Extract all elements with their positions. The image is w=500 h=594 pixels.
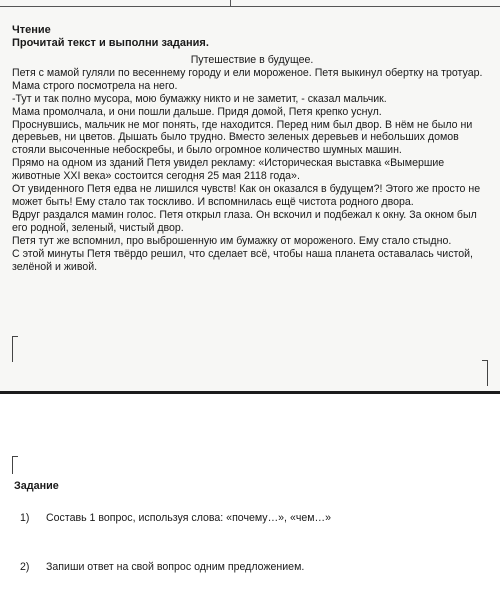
story-paragraph: Петя тут же вспомнил, про выброшенную им бумажку от мороженого. Ему стало стыдно. — [12, 234, 452, 247]
story-paragraph: С этой минуты Петя твёрдо решил, что сделает всё, чтобы наша планета оставалась чистой, зелёной и живой. — [12, 247, 473, 273]
instruction-heading: Прочитай текст и выполни задания. — [12, 37, 209, 49]
table-border-top — [0, 6, 500, 7]
task-title: Задание — [14, 480, 59, 492]
reading-block — [12, 24, 492, 273]
task-text: Составь 1 вопрос, используя слова: «почему…», «чем…» — [46, 512, 332, 524]
story-paragraph: Петя с мамой гуляли по весеннему городу и ели мороженое. Петя выкинул обертку на тротуар. Мама строго посмотрела на него. — [12, 66, 483, 92]
task-number: 2) — [20, 561, 30, 573]
story-paragraph: Проснувшись, мальчик не мог понять, где находится. Перед ним был двор. В нём не было ни деревьев, ни цветов. Дышать было трудно. Вместо зеленых деревьев и небольших домов стояли высоченные небоскребы, и было огромное количество шумных машин. — [12, 118, 473, 157]
task-block — [14, 480, 484, 492]
story-paragraph: От увиденного Петя едва не лишился чувств! Как он оказался в будущем?! Этого же просто не может быть! Ему стало так тоскливо. И вспомнилась ещё чистота родного двора. — [12, 183, 481, 208]
story-paragraph: Мама промолчала, и они пошли дальше. Придя домой, Петя крепко уснул. — [12, 105, 382, 118]
crop-mark — [12, 456, 18, 474]
task-item-1 — [20, 512, 460, 524]
section-heading: Чтение — [12, 24, 51, 36]
story-title: Путешествие в будущее. — [190, 54, 314, 66]
task-text: Запиши ответ на свой вопрос одним предложением. — [46, 561, 305, 573]
task-item-2 — [20, 561, 460, 573]
task-number: 1) — [20, 512, 30, 524]
crop-mark — [482, 360, 488, 386]
story-paragraph: Вдруг раздался мамин голос. Петя открыл глаза. Он вскочил и подбежал к окну. За окном был его родной, зеленый, чистый двор. — [12, 208, 477, 234]
story-paragraph: Прямо на одном из зданий Петя увидел рекламу: «Историческая выставка «Вымершие животные XXI века» состоится сегодня 25 мая 2118 года». — [12, 157, 445, 183]
crop-mark — [12, 336, 18, 362]
story-paragraph: -Тут и так полно мусора, мою бумажку никто и не заметит, - сказал мальчик. — [12, 92, 387, 105]
table-border-cell — [230, 0, 231, 7]
page-divider — [0, 391, 500, 394]
